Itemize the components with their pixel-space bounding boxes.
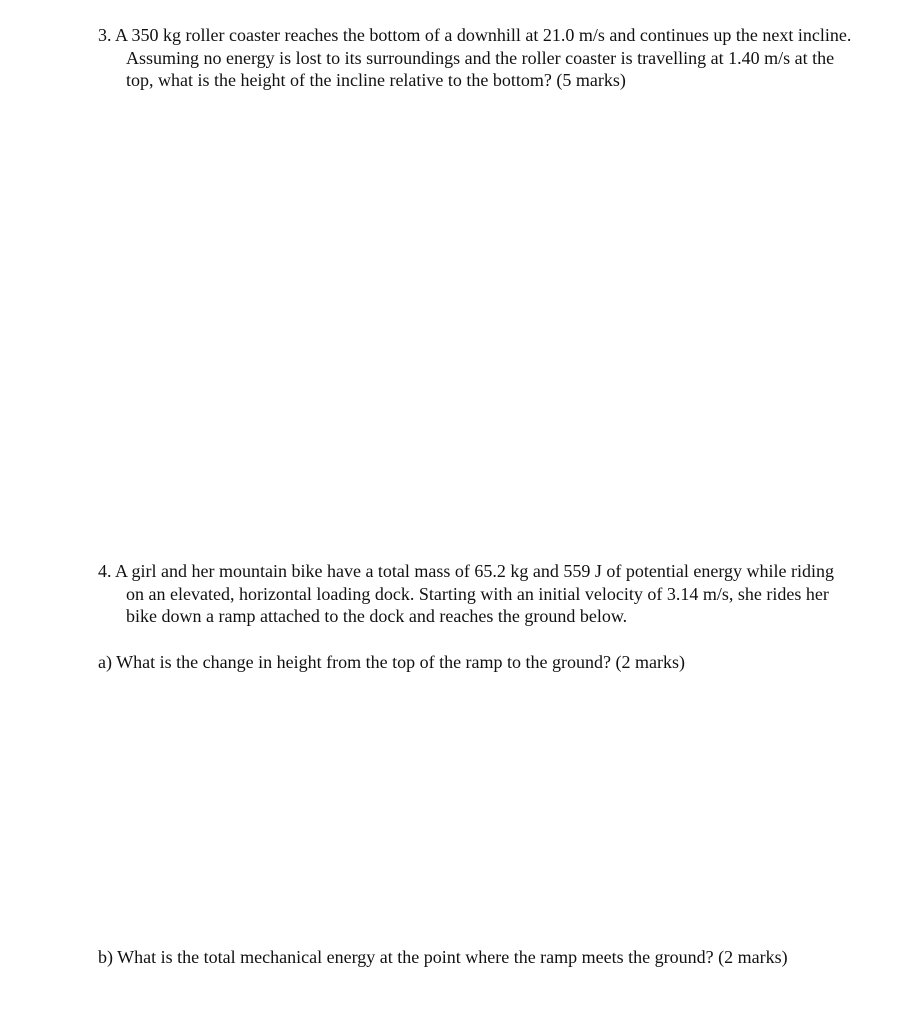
question-3-text: 3. A 350 kg roller coaster reaches the bottom of a downhill at 21.0 m/s and continues up the next incline. Assuming no energy is lost to its surroundings and the roller coaster is travelling at 1.40 m/s at the top, what is the height of the incline relative to the bottom? (5 marks) [98, 25, 852, 90]
question-4b-text: b) What is the total mechanical energy at the point where the ramp meets the ground? (2 marks) [98, 947, 788, 967]
question-4a-text: a) What is the change in height from the top of the ramp to the ground? (2 marks) [98, 652, 685, 672]
question-4-text: 4. A girl and her mountain bike have a total mass of 65.2 kg and 559 J of potential energy while riding on an elevated, horizontal loading dock. Starting with an initial velocity of 3.14 m/s, she rides her bike down a ramp attached to the dock and reaches the ground below. [98, 561, 835, 626]
